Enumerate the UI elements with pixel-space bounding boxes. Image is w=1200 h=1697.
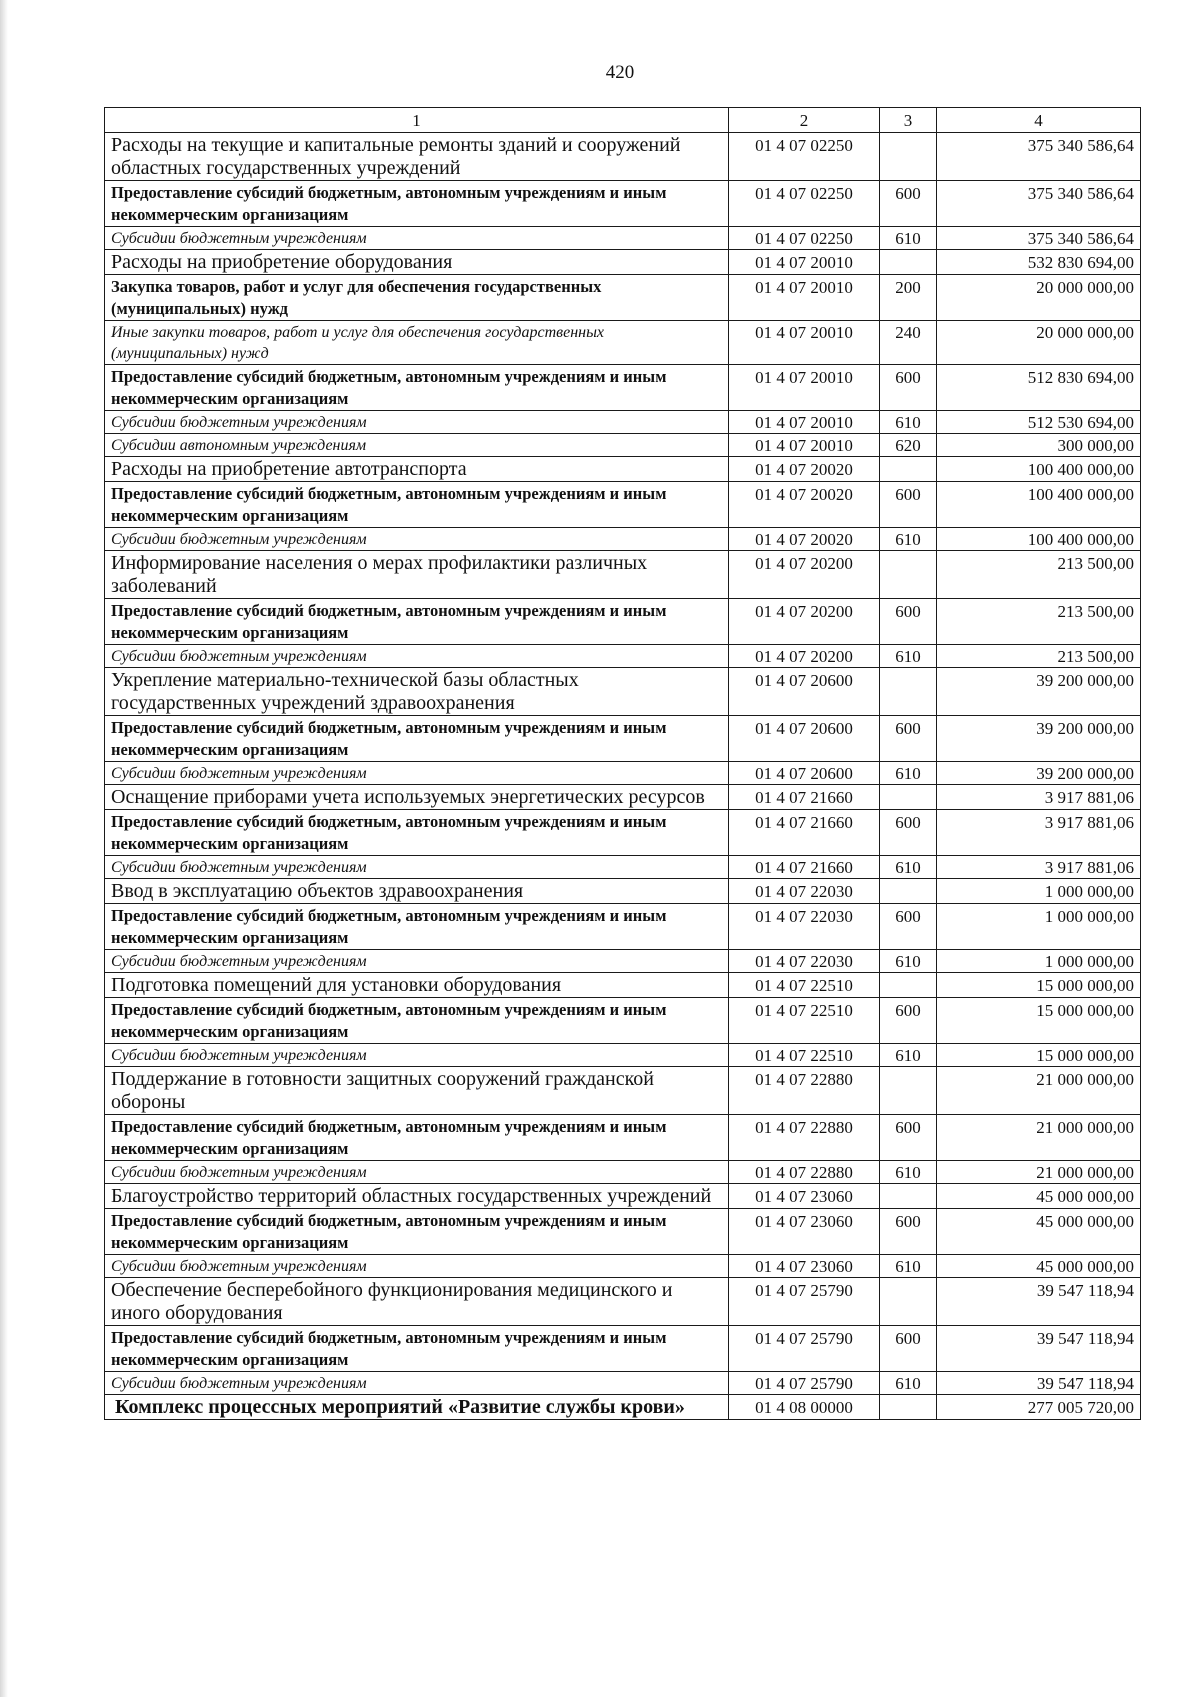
row-expense-type xyxy=(880,668,937,716)
row-expense-type: 600 xyxy=(880,599,937,645)
row-amount: 20 000 000,00 xyxy=(937,275,1141,321)
row-amount: 277 005 720,00 xyxy=(937,1395,1141,1420)
table-row xyxy=(105,365,1141,411)
row-description: Закупка товаров, работ и услуг для обеспечения государственных (муниципальных) нужд xyxy=(105,275,729,321)
row-expense-type: 600 xyxy=(880,904,937,950)
row-description: Субсидии бюджетным учреждениям xyxy=(105,1372,729,1395)
row-amount: 375 340 586,64 xyxy=(937,133,1141,181)
row-code: 01 4 07 20020 xyxy=(729,457,880,482)
row-expense-type: 610 xyxy=(880,227,937,250)
row-description: Предоставление субсидий бюджетным, автономным учреждениям и иным некоммерческим организациям xyxy=(105,181,729,227)
row-code: 01 4 07 20600 xyxy=(729,668,880,716)
row-amount: 213 500,00 xyxy=(937,551,1141,599)
row-amount: 1 000 000,00 xyxy=(937,950,1141,973)
table-row xyxy=(105,599,1141,645)
table-row xyxy=(105,1255,1141,1278)
row-description: Субсидии бюджетным учреждениям xyxy=(105,856,729,879)
row-description: Субсидии бюджетным учреждениям xyxy=(105,1255,729,1278)
row-description: Субсидии бюджетным учреждениям xyxy=(105,762,729,785)
table-row xyxy=(105,321,1141,365)
table-row xyxy=(105,645,1141,668)
row-code: 01 4 07 22030 xyxy=(729,879,880,904)
row-description: Предоставление субсидий бюджетным, автономным учреждениям и иным некоммерческим организациям xyxy=(105,810,729,856)
row-expense-type: 600 xyxy=(880,998,937,1044)
row-description: Субсидии бюджетным учреждениям xyxy=(105,645,729,668)
row-description: Предоставление субсидий бюджетным, автономным учреждениям и иным некоммерческим организациям xyxy=(105,482,729,528)
row-amount: 15 000 000,00 xyxy=(937,1044,1141,1067)
budget-table xyxy=(104,107,1141,1420)
row-code: 01 4 07 22030 xyxy=(729,904,880,950)
row-description: Обеспечение бесперебойного функционирования медицинского и иного оборудования xyxy=(105,1278,729,1326)
row-code: 01 4 07 20010 xyxy=(729,434,880,457)
row-description: Субсидии бюджетным учреждениям xyxy=(105,528,729,551)
row-code: 01 4 07 22880 xyxy=(729,1115,880,1161)
row-amount: 300 000,00 xyxy=(937,434,1141,457)
row-amount: 39 547 118,94 xyxy=(937,1278,1141,1326)
row-amount: 21 000 000,00 xyxy=(937,1067,1141,1115)
row-code: 01 4 07 22510 xyxy=(729,1044,880,1067)
row-amount: 20 000 000,00 xyxy=(937,321,1141,365)
row-description: Субсидии бюджетным учреждениям xyxy=(105,411,729,434)
row-amount: 213 500,00 xyxy=(937,599,1141,645)
column-header-amount: 4 xyxy=(937,108,1141,133)
row-code: 01 4 07 20200 xyxy=(729,599,880,645)
row-expense-type: 600 xyxy=(880,181,937,227)
table-row xyxy=(105,1161,1141,1184)
row-expense-type xyxy=(880,133,937,181)
scan-edge xyxy=(0,0,8,1697)
row-expense-type: 600 xyxy=(880,1326,937,1372)
table-row xyxy=(105,810,1141,856)
row-code: 01 4 07 20200 xyxy=(729,551,880,599)
row-amount: 512 530 694,00 xyxy=(937,411,1141,434)
row-description: Предоставление субсидий бюджетным, автономным учреждениям и иным некоммерческим организациям xyxy=(105,599,729,645)
row-description: Предоставление субсидий бюджетным, автономным учреждениям и иным некоммерческим организациям xyxy=(105,1115,729,1161)
row-code: 01 4 07 22510 xyxy=(729,998,880,1044)
table-row xyxy=(105,668,1141,716)
row-code: 01 4 07 21660 xyxy=(729,856,880,879)
row-description: Предоставление субсидий бюджетным, автономным учреждениям и иным некоммерческим организациям xyxy=(105,1326,729,1372)
table-row xyxy=(105,181,1141,227)
row-expense-type: 620 xyxy=(880,434,937,457)
row-expense-type: 600 xyxy=(880,365,937,411)
table-row xyxy=(105,973,1141,998)
table-row xyxy=(105,411,1141,434)
row-description: Предоставление субсидий бюджетным, автономным учреждениям и иным некоммерческим организациям xyxy=(105,716,729,762)
row-description: Предоставление субсидий бюджетным, автономным учреждениям и иным некоммерческим организациям xyxy=(105,998,729,1044)
row-description: Субсидии бюджетным учреждениям xyxy=(105,227,729,250)
row-expense-type: 600 xyxy=(880,716,937,762)
row-description: Предоставление субсидий бюджетным, автономным учреждениям и иным некоммерческим организациям xyxy=(105,365,729,411)
row-code: 01 4 07 20200 xyxy=(729,645,880,668)
row-amount: 39 200 000,00 xyxy=(937,716,1141,762)
row-amount: 3 917 881,06 xyxy=(937,856,1141,879)
row-code: 01 4 07 02250 xyxy=(729,181,880,227)
table-row xyxy=(105,457,1141,482)
row-code: 01 4 07 25790 xyxy=(729,1278,880,1326)
row-code: 01 4 07 20010 xyxy=(729,321,880,365)
row-description: Расходы на приобретение автотранспорта xyxy=(105,457,729,482)
table-row xyxy=(105,1278,1141,1326)
row-code: 01 4 07 20010 xyxy=(729,250,880,275)
row-description: Поддержание в готовности защитных сооружений гражданской обороны xyxy=(105,1067,729,1115)
row-amount: 45 000 000,00 xyxy=(937,1184,1141,1209)
row-code: 01 4 07 20010 xyxy=(729,411,880,434)
table-row xyxy=(105,528,1141,551)
row-amount: 100 400 000,00 xyxy=(937,482,1141,528)
row-expense-type: 600 xyxy=(880,810,937,856)
row-description: Подготовка помещений для установки оборудования xyxy=(105,973,729,998)
row-description: Субсидии бюджетным учреждениям xyxy=(105,1161,729,1184)
row-expense-type xyxy=(880,973,937,998)
row-expense-type: 600 xyxy=(880,1115,937,1161)
table-row xyxy=(105,762,1141,785)
row-code: 01 4 07 20020 xyxy=(729,482,880,528)
row-amount: 45 000 000,00 xyxy=(937,1255,1141,1278)
column-header-type: 3 xyxy=(880,108,937,133)
row-expense-type xyxy=(880,785,937,810)
row-expense-type: 610 xyxy=(880,411,937,434)
row-description: Иные закупки товаров, работ и услуг для обеспечения государственных (муниципальных) нужд xyxy=(105,321,729,365)
row-amount: 532 830 694,00 xyxy=(937,250,1141,275)
table-row xyxy=(105,716,1141,762)
row-code: 01 4 07 20010 xyxy=(729,275,880,321)
row-description: Предоставление субсидий бюджетным, автономным учреждениям и иным некоммерческим организациям xyxy=(105,1209,729,1255)
row-code: 01 4 07 25790 xyxy=(729,1372,880,1395)
row-amount: 100 400 000,00 xyxy=(937,457,1141,482)
row-expense-type xyxy=(880,1067,937,1115)
table-row xyxy=(105,250,1141,275)
row-code: 01 4 07 21660 xyxy=(729,785,880,810)
row-description: Расходы на текущие и капитальные ремонты зданий и сооружений областных государственных учреждений xyxy=(105,133,729,181)
row-amount: 39 200 000,00 xyxy=(937,762,1141,785)
row-code: 01 4 07 22880 xyxy=(729,1067,880,1115)
row-code: 01 4 08 00000 xyxy=(729,1395,880,1420)
table-row xyxy=(105,482,1141,528)
row-amount: 15 000 000,00 xyxy=(937,973,1141,998)
table-row xyxy=(105,1115,1141,1161)
row-amount: 21 000 000,00 xyxy=(937,1115,1141,1161)
row-description: Субсидии автономным учреждениям xyxy=(105,434,729,457)
table-row xyxy=(105,998,1141,1044)
row-amount: 375 340 586,64 xyxy=(937,227,1141,250)
row-code: 01 4 07 02250 xyxy=(729,227,880,250)
row-amount: 45 000 000,00 xyxy=(937,1209,1141,1255)
row-code: 01 4 07 22030 xyxy=(729,950,880,973)
row-expense-type xyxy=(880,879,937,904)
row-expense-type: 610 xyxy=(880,528,937,551)
table-row xyxy=(105,434,1141,457)
row-amount: 3 917 881,06 xyxy=(937,810,1141,856)
table-row xyxy=(105,1067,1141,1115)
row-description: Субсидии бюджетным учреждениям xyxy=(105,1044,729,1067)
row-expense-type: 610 xyxy=(880,1044,937,1067)
row-description: Расходы на приобретение оборудования xyxy=(105,250,729,275)
row-description: Оснащение приборами учета используемых энергетических ресурсов xyxy=(105,785,729,810)
row-amount: 213 500,00 xyxy=(937,645,1141,668)
row-description: Субсидии бюджетным учреждениям xyxy=(105,950,729,973)
row-description: Предоставление субсидий бюджетным, автономным учреждениям и иным некоммерческим организациям xyxy=(105,904,729,950)
table-row xyxy=(105,904,1141,950)
row-expense-type: 610 xyxy=(880,645,937,668)
table-row xyxy=(105,856,1141,879)
row-code: 01 4 07 23060 xyxy=(729,1209,880,1255)
row-expense-type: 610 xyxy=(880,1372,937,1395)
row-amount: 512 830 694,00 xyxy=(937,365,1141,411)
row-expense-type: 240 xyxy=(880,321,937,365)
row-expense-type: 610 xyxy=(880,762,937,785)
row-amount: 375 340 586,64 xyxy=(937,181,1141,227)
row-code: 01 4 07 22880 xyxy=(729,1161,880,1184)
row-amount: 3 917 881,06 xyxy=(937,785,1141,810)
row-code: 01 4 07 23060 xyxy=(729,1255,880,1278)
table-row xyxy=(105,133,1141,181)
header-row xyxy=(105,108,1141,133)
row-expense-type: 200 xyxy=(880,275,937,321)
page-number: 420 xyxy=(605,62,635,83)
row-expense-type: 610 xyxy=(880,1161,937,1184)
row-amount: 21 000 000,00 xyxy=(937,1161,1141,1184)
row-amount: 1 000 000,00 xyxy=(937,904,1141,950)
row-description: Укрепление материально-технической базы областных государственных учреждений здравоохранения xyxy=(105,668,729,716)
row-amount: 39 200 000,00 xyxy=(937,668,1141,716)
row-expense-type: 610 xyxy=(880,1255,937,1278)
row-amount: 39 547 118,94 xyxy=(937,1326,1141,1372)
row-code: 01 4 07 25790 xyxy=(729,1326,880,1372)
table-row xyxy=(105,1326,1141,1372)
row-amount: 1 000 000,00 xyxy=(937,879,1141,904)
row-expense-type xyxy=(880,250,937,275)
row-code: 01 4 07 21660 xyxy=(729,810,880,856)
row-expense-type xyxy=(880,1184,937,1209)
table-row xyxy=(105,275,1141,321)
table-row xyxy=(105,1184,1141,1209)
row-amount: 39 547 118,94 xyxy=(937,1372,1141,1395)
column-header-code: 2 xyxy=(729,108,880,133)
row-description: Комплекс процессных мероприятий «Развитие службы крови» xyxy=(105,1395,729,1420)
row-expense-type xyxy=(880,1395,937,1420)
row-expense-type xyxy=(880,551,937,599)
row-code: 01 4 07 20600 xyxy=(729,762,880,785)
row-description: Ввод в эксплуатацию объектов здравоохранения xyxy=(105,879,729,904)
row-code: 01 4 07 02250 xyxy=(729,133,880,181)
row-code: 01 4 07 23060 xyxy=(729,1184,880,1209)
table-row xyxy=(105,1395,1141,1420)
table-row xyxy=(105,879,1141,904)
row-code: 01 4 07 20600 xyxy=(729,716,880,762)
table-row xyxy=(105,551,1141,599)
row-description: Информирование населения о мерах профилактики различных заболеваний xyxy=(105,551,729,599)
table-row xyxy=(105,227,1141,250)
row-code: 01 4 07 20020 xyxy=(729,528,880,551)
table-row xyxy=(105,1372,1141,1395)
table-row xyxy=(105,1044,1141,1067)
row-expense-type: 600 xyxy=(880,482,937,528)
column-header-description: 1 xyxy=(105,108,729,133)
table-row xyxy=(105,950,1141,973)
row-amount: 100 400 000,00 xyxy=(937,528,1141,551)
row-description: Благоустройство территорий областных государственных учреждений xyxy=(105,1184,729,1209)
row-expense-type: 610 xyxy=(880,856,937,879)
table-row xyxy=(105,785,1141,810)
row-expense-type xyxy=(880,1278,937,1326)
table-row xyxy=(105,1209,1141,1255)
row-expense-type: 600 xyxy=(880,1209,937,1255)
row-code: 01 4 07 22510 xyxy=(729,973,880,998)
row-expense-type xyxy=(880,457,937,482)
row-amount: 15 000 000,00 xyxy=(937,998,1141,1044)
row-expense-type: 610 xyxy=(880,950,937,973)
row-code: 01 4 07 20010 xyxy=(729,365,880,411)
